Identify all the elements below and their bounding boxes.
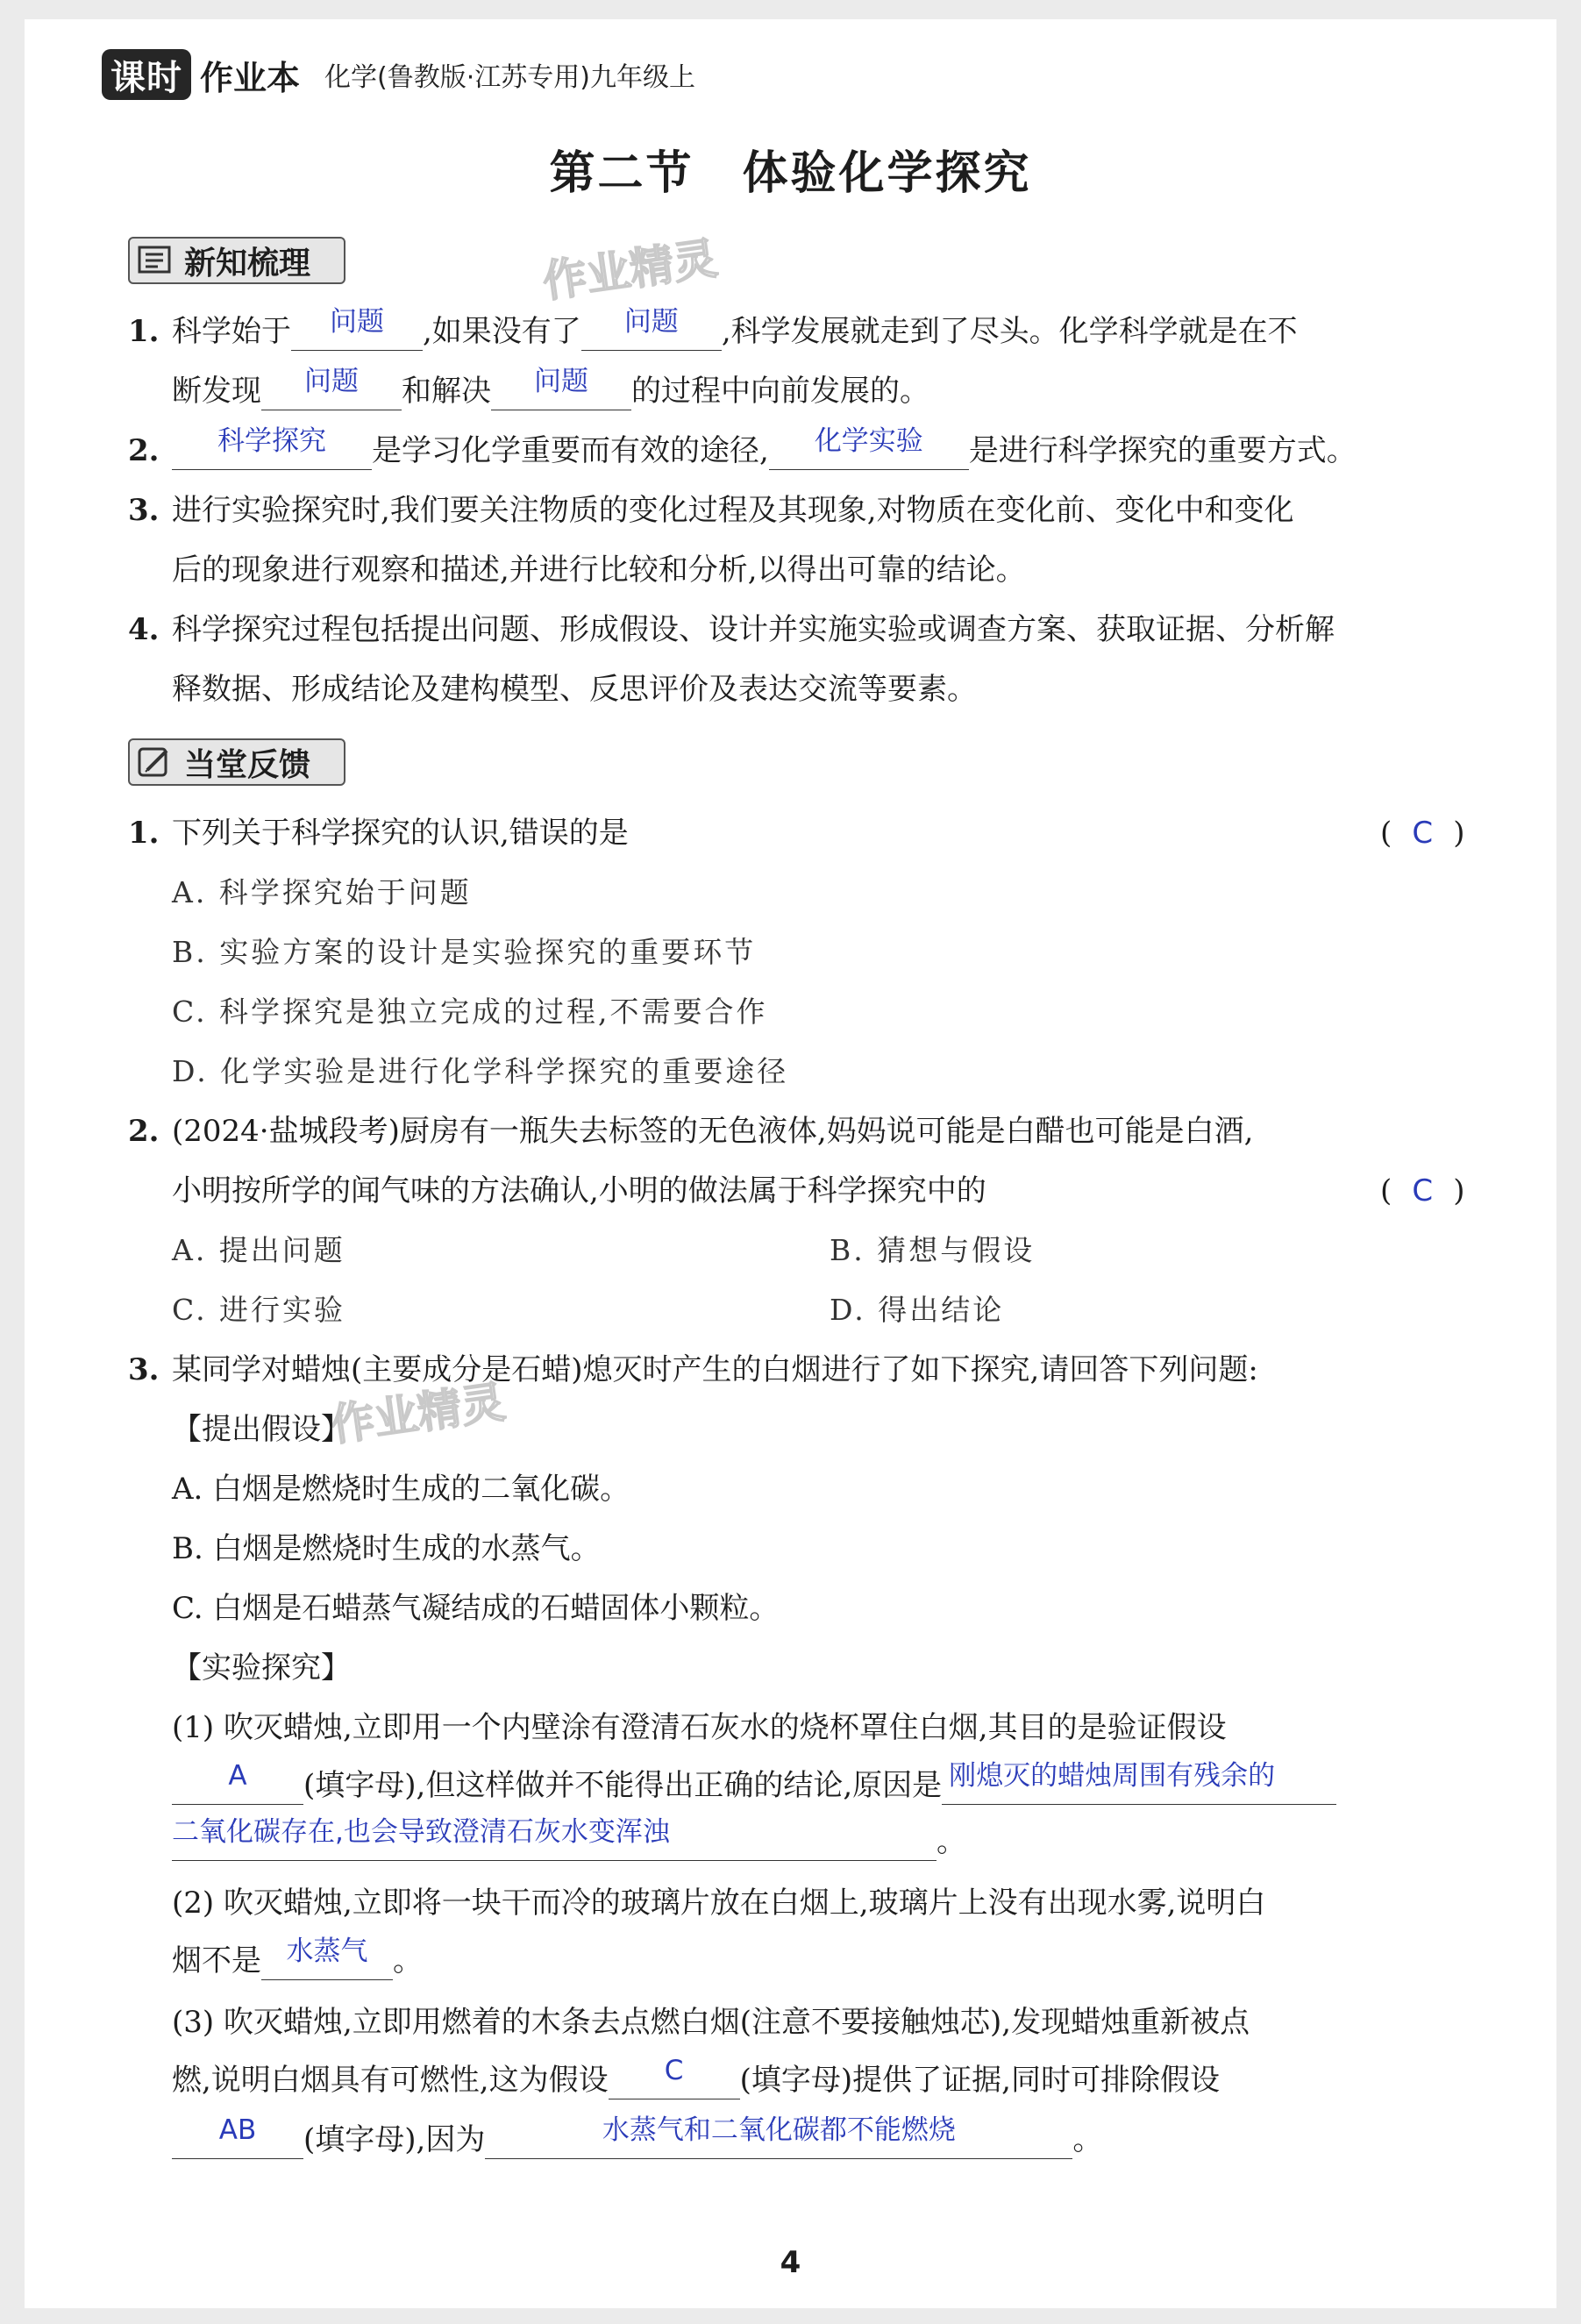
text: 。 [393, 1943, 423, 1978]
answer-blank[interactable] [491, 366, 631, 410]
option-c: C. 科学探究是独立完成的过程,不需要合作 [172, 994, 768, 1029]
part3-line2 [172, 2055, 1220, 2099]
text: 烟不是 [172, 1943, 261, 1978]
header [102, 44, 695, 105]
answer-blank[interactable] [261, 1935, 393, 1980]
text: 断发现 [172, 374, 261, 409]
answer-blank[interactable] [609, 2055, 740, 2099]
text: 和解决 [402, 374, 491, 409]
question-number: 3. [128, 1352, 160, 1387]
answer-text: 科学探究 [217, 425, 326, 457]
part3-line3 [172, 2114, 1103, 2159]
text: 燃,说明白烟具有可燃性,这为假设 [172, 2063, 609, 2098]
knowledge-q1-line1 [172, 306, 1298, 351]
answer-text: A [228, 1760, 247, 1792]
text: 的过程中向前发展的。 [631, 374, 929, 409]
text: 。 [1072, 2122, 1103, 2157]
hypothesis-heading: 【提出假设】 [172, 1412, 351, 1447]
text: 是进行科学探究的重要方式。 [968, 433, 1357, 468]
text: ,科学发展就走到了尽头。化学科学就是在不 [721, 314, 1298, 349]
answer-text: 水蒸气和二氧化碳都不能燃烧 [602, 2114, 956, 2146]
question-number: 2. [128, 433, 160, 468]
text: ,如果没有了 [423, 314, 581, 349]
answer-paren[interactable] [1380, 1172, 1465, 1210]
text: (填字母)提供了证据,同时可排除假设 [739, 2063, 1220, 2098]
pencil-note-icon [137, 745, 175, 779]
knowledge-q4-line1: 科学探究过程包括提出问题、形成假设、设计并实施实验或调查方案、获取证据、分析解 [172, 612, 1335, 647]
question-number: 1. [128, 816, 160, 851]
knowledge-q3-line1: 进行实验探究时,我们要关注物质的变化过程及其现象,对物质在变化前、变化中和变化 [172, 493, 1294, 528]
book-icon [137, 244, 175, 277]
section-new-knowledge [128, 237, 345, 284]
part1-line1: (1) 吹灭蜡烛,立即用一个内壁涂有澄清石灰水的烧杯罩住白烟,其目的是验证假设 [172, 1710, 1227, 1745]
hypothesis-b: B. 白烟是燃烧时生成的水蒸气。 [172, 1531, 601, 1566]
answer-blank[interactable] [942, 1760, 1336, 1805]
answer-text: 问题 [304, 366, 359, 397]
page-title: 第二节 体验化学探究 [549, 146, 1032, 200]
answer-blank[interactable] [769, 425, 969, 470]
answer-text: AB [218, 2114, 257, 2146]
feedback-q3-stem: 某同学对蜡烛(主要成分是石蜡)熄灭时产生的白烟进行了如下探究,请回答下列问题: [172, 1352, 1258, 1387]
option-b: B. 实验方案的设计是实验探究的重要环节 [172, 935, 757, 969]
answer-text: 问题 [623, 306, 679, 338]
question-number: 4. [128, 612, 160, 647]
page-number: 4 [780, 2245, 801, 2280]
answer-blank[interactable] [172, 2114, 303, 2159]
question-number: 2. [128, 1114, 160, 1149]
question-number: 3. [128, 493, 160, 528]
paren-close: ) [1453, 1173, 1465, 1208]
knowledge-q2 [172, 425, 1357, 470]
part2-line2 [172, 1935, 423, 1980]
option-b: B. 猜想与假设 [830, 1233, 1036, 1267]
feedback-q1-stem: 下列关于科学探究的认识,错误的是 [172, 816, 629, 851]
answer-text: 水蒸气 [286, 1935, 368, 1967]
knowledge-q4-line2: 释数据、形成结论及建构模型、反思评价及表达交流等要素。 [172, 672, 977, 707]
part3-line1: (3) 吹灭蜡烛,立即用燃着的木条去点燃白烟(注意不要接触烛芯),发现蜡烛重新被点 [172, 2005, 1250, 2040]
paren-open: ( [1380, 816, 1392, 851]
section-label: 当堂反馈 [184, 746, 311, 783]
option-c: C. 进行实验 [172, 1293, 346, 1327]
answer-text: 问题 [330, 306, 384, 338]
answer-text: 刚熄灭的蜡烛周围有残余的 [949, 1760, 1276, 1792]
part1-line2 [172, 1760, 1336, 1805]
watermark: 作业精灵 [327, 1376, 509, 1451]
feedback-q2-line2: 小明按所学的闻气味的方法确认,小明的做法属于科学探究中的 [172, 1173, 986, 1208]
hypothesis-a: A. 白烟是燃烧时生成的二氧化碳。 [172, 1472, 630, 1507]
answer-blank[interactable] [172, 1816, 936, 1861]
knowledge-q1-line2 [172, 366, 929, 410]
answer-text: 化学实验 [814, 425, 923, 457]
hypothesis-c: C. 白烟是石蜡蒸气凝结成的石蜡固体小颗粒。 [172, 1591, 780, 1626]
answer-blank[interactable] [291, 306, 423, 351]
text: 。 [936, 1824, 966, 1859]
answer-blank[interactable] [172, 1760, 303, 1805]
paren-open: ( [1380, 1173, 1392, 1208]
knowledge-q3-line2: 后的现象进行观察和描述,并进行比较和分析,以得出可靠的结论。 [172, 552, 1026, 588]
part2-line1: (2) 吹灭蜡烛,立即将一块干而冷的玻璃片放在白烟上,玻璃片上没有出现水雾,说明白 [172, 1886, 1266, 1921]
subject-info: 化学(鲁教版·江苏专用)九年级上 [324, 62, 695, 93]
answer-text: 二氧化碳存在,也会导致澄清石灰水变浑浊 [172, 1816, 670, 1848]
section-feedback [128, 738, 345, 786]
option-a: A. 科学探究始于问题 [172, 875, 472, 909]
text: (填字母),但这样做并不能得出正确的结论,原因是 [303, 1768, 943, 1803]
option-d: D. 化学实验是进行化学科学探究的重要途径 [172, 1054, 789, 1088]
text: 科学始于 [172, 314, 291, 349]
part1-line3 [172, 1816, 966, 1861]
brand-title: 作业本 [200, 58, 301, 97]
answer-blank[interactable] [485, 2114, 1072, 2159]
paren-close: ) [1453, 816, 1465, 851]
option-d: D. 得出结论 [830, 1293, 1005, 1327]
choice-answer: C [1412, 1173, 1434, 1208]
answer-paren[interactable] [1380, 814, 1465, 852]
answer-blank[interactable] [261, 366, 402, 410]
option-a: A. 提出问题 [172, 1233, 345, 1267]
text: 是学习化学重要而有效的途径, [372, 433, 769, 468]
answer-blank[interactable] [581, 306, 722, 351]
text: (填字母),因为 [303, 2122, 486, 2157]
question-number: 1. [128, 314, 160, 349]
choice-answer: C [1412, 816, 1434, 851]
answer-text: 问题 [534, 366, 588, 397]
answer-text: C [664, 2055, 684, 2086]
section-label: 新知梳理 [184, 245, 311, 282]
answer-blank[interactable] [172, 425, 372, 470]
feedback-q2-line1: (2024·盐城段考)厨房有一瓶失去标签的无色液体,妈妈说可能是白醋也可能是白酒, [172, 1114, 1254, 1149]
watermark: 作业精灵 [539, 232, 721, 308]
experiment-heading: 【实验探究】 [172, 1650, 351, 1686]
logo: 课时 [102, 49, 191, 100]
